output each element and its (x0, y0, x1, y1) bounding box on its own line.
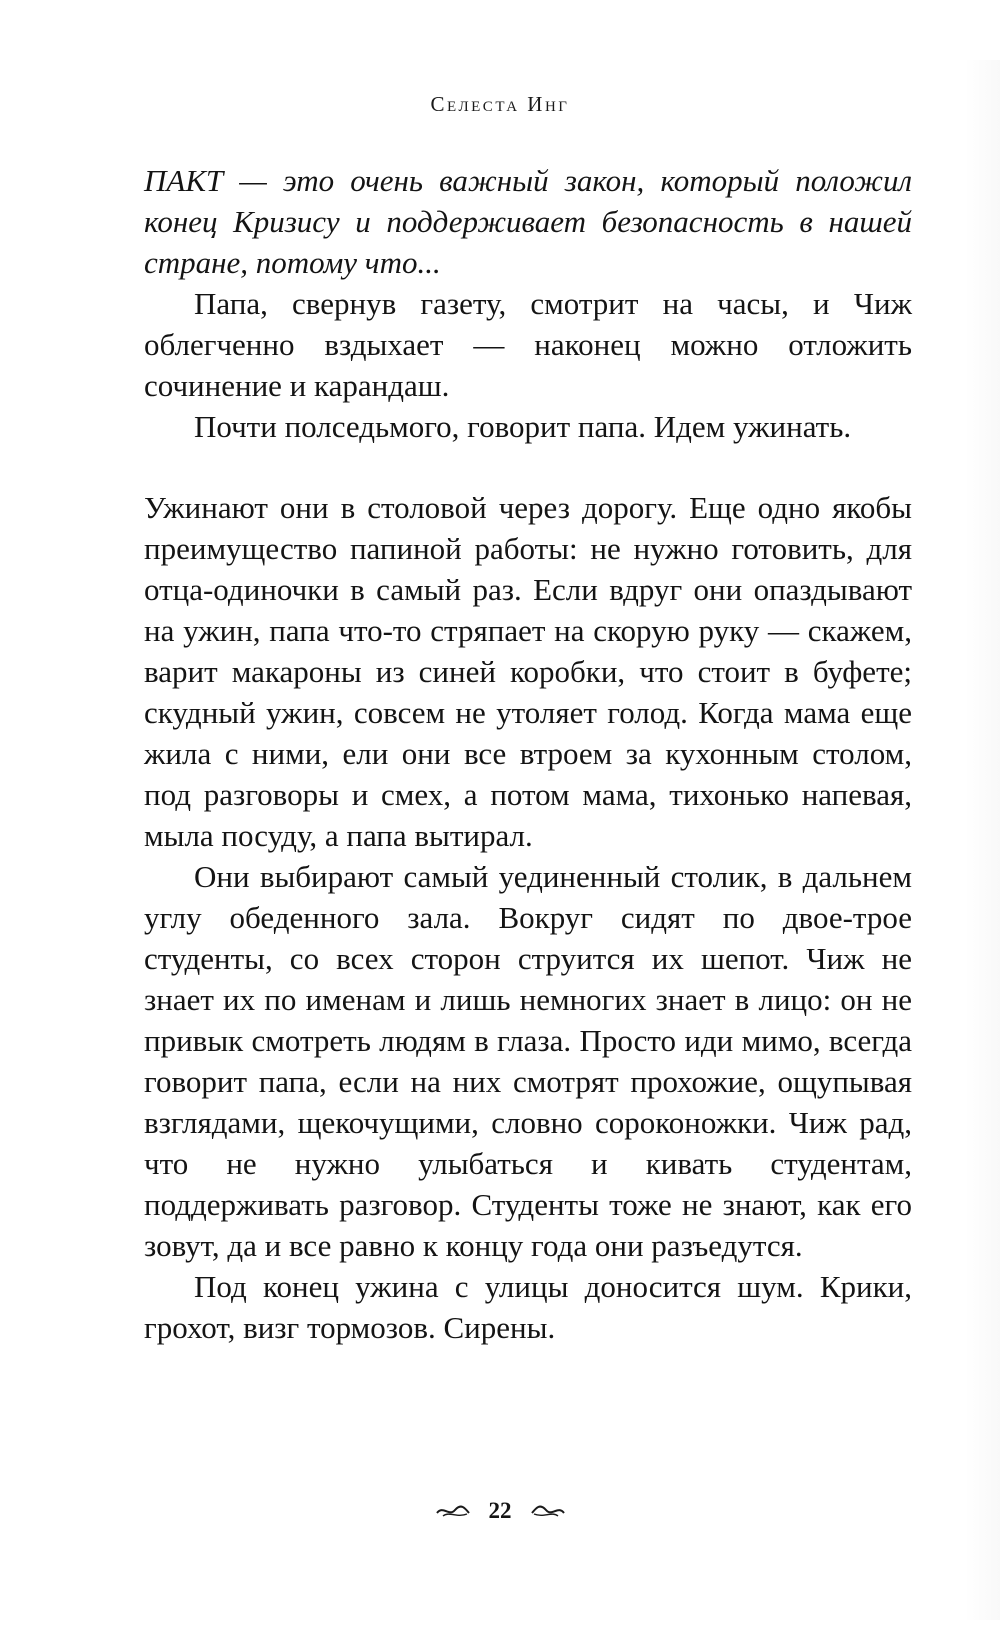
swash-ornament-icon (435, 1503, 471, 1519)
body-text (144, 160, 912, 1348)
page-footer (0, 1498, 1000, 1524)
paragraph: Ужинают они в столовой через дорогу. Еще одно якобы преимущество папиной работы: не нужно готовить, для отца-одиночки в самый раз. Если вдруг они опаздывают на ужин, папа что-то стряпает на скорую руку — скажем, варит макароны из синей коробки, что стоит в буфете; скудный ужин, совсем не утоляет голод. Когда мама еще жила с ними, ели они все втроем за кухонным столом, под разговоры и смех, а потом мама, тихонько напевая, мыла посуду, а папа вытирал. (144, 490, 912, 853)
swash-ornament-icon (530, 1503, 566, 1519)
italic-essay-excerpt: ПАКТ — это очень важный закон, который положил конец Кризису и поддерживает безопасность в нашей стране, потому что... (144, 163, 912, 280)
paragraph: Почти полседьмого, говорит папа. Идем ужинать. (194, 409, 852, 444)
page-number: 22 (488, 1498, 512, 1523)
paragraph: Папа, свернув газету, смотрит на часы, и Чиж облегченно вздыхает — наконец можно отложить сочинение и карандаш. (144, 286, 912, 403)
running-header: Селеста Инг (430, 92, 570, 116)
paragraph: Под конец ужина с улицы доносится шум. Крики, грохот, визг тормозов. Сирены. (144, 1269, 912, 1345)
paragraph: Они выбирают самый уединенный столик, в дальнем углу обеденного зала. Вокруг сидят по двое-трое студенты, со всех сторон струится их шепот. Чиж не знает их по именам и лишь немногих знает в лицо: он не привык смотреть людям в глаза. Просто иди мимо, всегда говорит папа, если на них смотрят прохожие, ощупывая взглядами, щекочущими, словно сороконожки. Чиж рад, что не нужно улыбаться и кивать студентам, поддерживать разговор. Студенты тоже не знают, как его зовут, да и все равно к концу года они разъедутся. (144, 859, 912, 1263)
page-edge-shadow (964, 60, 1000, 1620)
